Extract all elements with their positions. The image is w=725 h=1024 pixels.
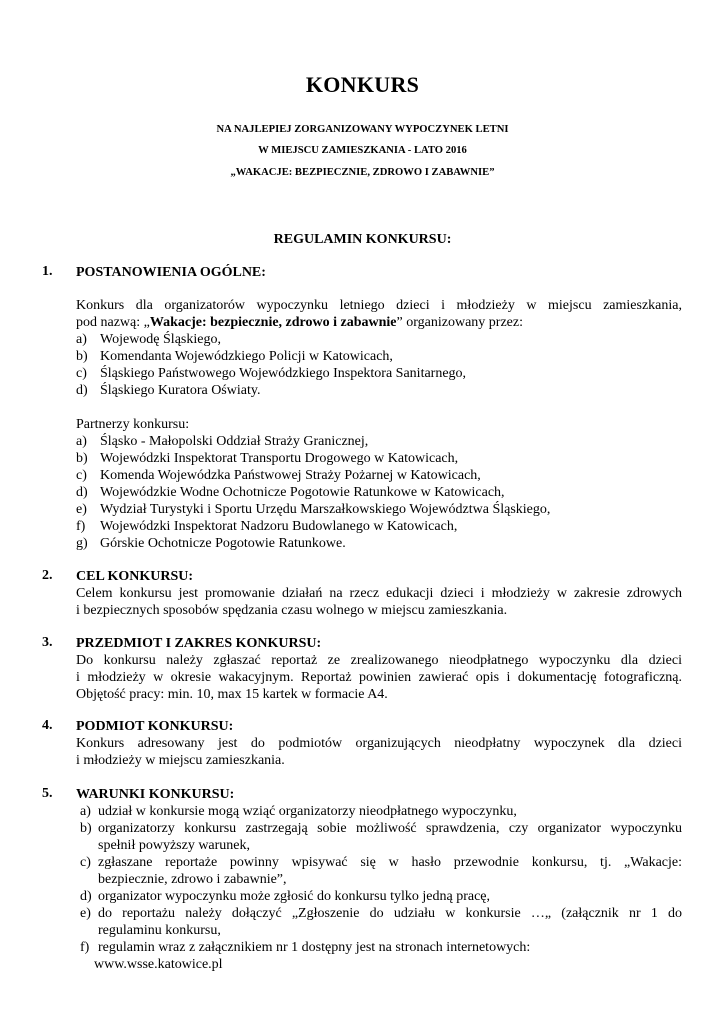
organizer-label: c): [76, 366, 87, 381]
partner-item: Wojewódzki Inspektorat Transportu Drogowego w Katowicach,: [100, 451, 459, 466]
condition-item: do reportażu należy dołączyć „Zgłoszenie do udziału w konkursie …„ (załącznik nr 1 do: [98, 906, 682, 921]
organizer-item: Śląskiego Państwowego Wojewódzkiego Inspektora Sanitarnego,: [100, 366, 467, 381]
section-3-heading: PRZEDMIOT I ZAKRES KONKURSU:: [76, 636, 322, 651]
intro-text-pre: pod nazwą: „: [76, 315, 150, 330]
intro-text-post: ” organizowany przez:: [396, 315, 523, 330]
section-2-line-1: Celem konkursu jest promowanie działań na rzecz edukacji dzieci i młodzieży w zakresie zdrowych: [76, 586, 682, 601]
section-1-number: 1.: [42, 264, 53, 279]
website-url[interactable]: www.wsse.katowice.pl: [94, 957, 223, 972]
condition-item: organizator wypoczynku może zgłosić do konkursu tylko jedną pracę,: [98, 889, 491, 904]
partner-label: c): [76, 468, 87, 483]
partner-label: f): [76, 519, 86, 534]
organizer-label: b): [76, 349, 88, 364]
section-2-line-2: i bezpiecznych sposobów spędzania czasu wolnego w miejscu zamieszkania.: [76, 603, 508, 618]
organizer-label: d): [76, 383, 88, 398]
condition-item: organizatorzy konkursu zastrzegają sobie możliwość sprawdzenia, czy organizator wypoczynku: [98, 821, 682, 836]
section-5-heading: WARUNKI KONKURSU:: [76, 787, 235, 802]
condition-label: c): [80, 855, 91, 870]
section-4-heading: PODMIOT KONKURSU:: [76, 719, 234, 734]
partner-item: Wojewódzki Inspektorat Nadzoru Budowlanego w Katowicach,: [100, 519, 458, 534]
partner-label: g): [76, 536, 88, 551]
condition-label: d): [80, 889, 92, 904]
condition-item-cont: spełnił powyższy warunek,: [98, 838, 251, 853]
subtitle-line-1: NA NAJLEPIEJ ZORGANIZOWANY WYPOCZYNEK LETNI: [216, 124, 509, 135]
partner-item: Wydział Turystyki i Sportu Urzędu Marszałkowskiego Województwa Śląskiego,: [100, 502, 551, 517]
organizer-item: Wojewodę Śląskiego,: [100, 332, 221, 347]
section-2-heading: CEL KONKURSU:: [76, 569, 194, 584]
contest-name-bold: Wakacje: bezpiecznie, zdrowo i zabawnie: [149, 315, 397, 330]
partner-label: b): [76, 451, 88, 466]
condition-label: b): [80, 821, 92, 836]
section-1-heading: POSTANOWIENIA OGÓLNE:: [76, 265, 266, 280]
section-2-number: 2.: [42, 568, 53, 583]
section-5-number: 5.: [42, 786, 53, 801]
partner-label: e): [76, 502, 87, 517]
condition-label: f): [80, 940, 90, 955]
condition-label: e): [80, 906, 91, 921]
condition-item: regulamin wraz z załącznikiem nr 1 dostępny jest na stronach internetowych:: [98, 940, 531, 955]
organizer-item: Komendanta Wojewódzkiego Policji w Katowicach,: [100, 349, 393, 364]
condition-item-cont: bezpiecznie, zdrowo i zabawnie”,: [98, 872, 287, 887]
condition-label: a): [80, 804, 91, 819]
organizer-item: Śląskiego Kuratora Oświaty.: [100, 383, 261, 398]
partner-item: Górskie Ochotnicze Pogotowie Ratunkowe.: [100, 536, 346, 551]
subtitle-line-3: „WAKACJE: BEZPIECZNIE, ZDROWO I ZABAWNIE”: [230, 167, 495, 178]
section-4-number: 4.: [42, 718, 53, 733]
partner-item: Komenda Wojewódzka Państwowej Straży Pożarnej w Katowicach,: [100, 468, 481, 483]
subtitle-line-2: W MIEJSCU ZAMIESZKANIA - LATO 2016: [258, 145, 467, 156]
document-title: KONKURS: [305, 72, 420, 97]
section-3-line-2: i młodzieży w okresie wakacyjnym. Reportaż powinien zawierać opis i dokumentację fotograficzną.: [76, 670, 682, 685]
section-1-intro-line-2: [76, 314, 523, 331]
partners-label: Partnerzy konkursu:: [76, 417, 190, 432]
section-3-line-1: Do konkursu należy zgłaszać reportaż ze zrealizowanego nieodpłatnego wypoczynku dla dzieci: [76, 653, 682, 668]
partner-item: Wojewódzkie Wodne Ochotnicze Pogotowie Ratunkowe w Katowicach,: [100, 485, 505, 500]
section-3-line-3: Objętość pracy: min. 10, max 15 kartek w formacie A4.: [76, 687, 388, 702]
condition-item: zgłaszane reportaże powinny wpisywać się w hasło przewodnie konkursu, tj. „Wakacje:: [98, 855, 682, 870]
partner-label: a): [76, 434, 87, 449]
condition-item-cont: regulaminu konkursu,: [98, 923, 221, 938]
section-4-line-1: Konkurs adresowany jest do podmiotów organizujących nieodpłatny wypoczynek dla dzieci: [76, 736, 682, 751]
partner-item: Śląsko - Małopolski Oddział Straży Granicznej,: [100, 434, 369, 449]
regulations-heading: REGULAMIN KONKURSU:: [273, 232, 452, 247]
condition-item: udział w konkursie mogą wziąć organizatorzy nieodpłatnego wypoczynku,: [98, 804, 517, 819]
section-3-number: 3.: [42, 635, 53, 650]
organizer-label: a): [76, 332, 87, 347]
section-4-line-2: i młodzieży w miejscu zamieszkania.: [76, 753, 285, 768]
section-1-intro-line-1: Konkurs dla organizatorów wypoczynku letniego dzieci i młodzieży w miejscu zamieszkania,: [76, 298, 682, 313]
partner-label: d): [76, 485, 88, 500]
